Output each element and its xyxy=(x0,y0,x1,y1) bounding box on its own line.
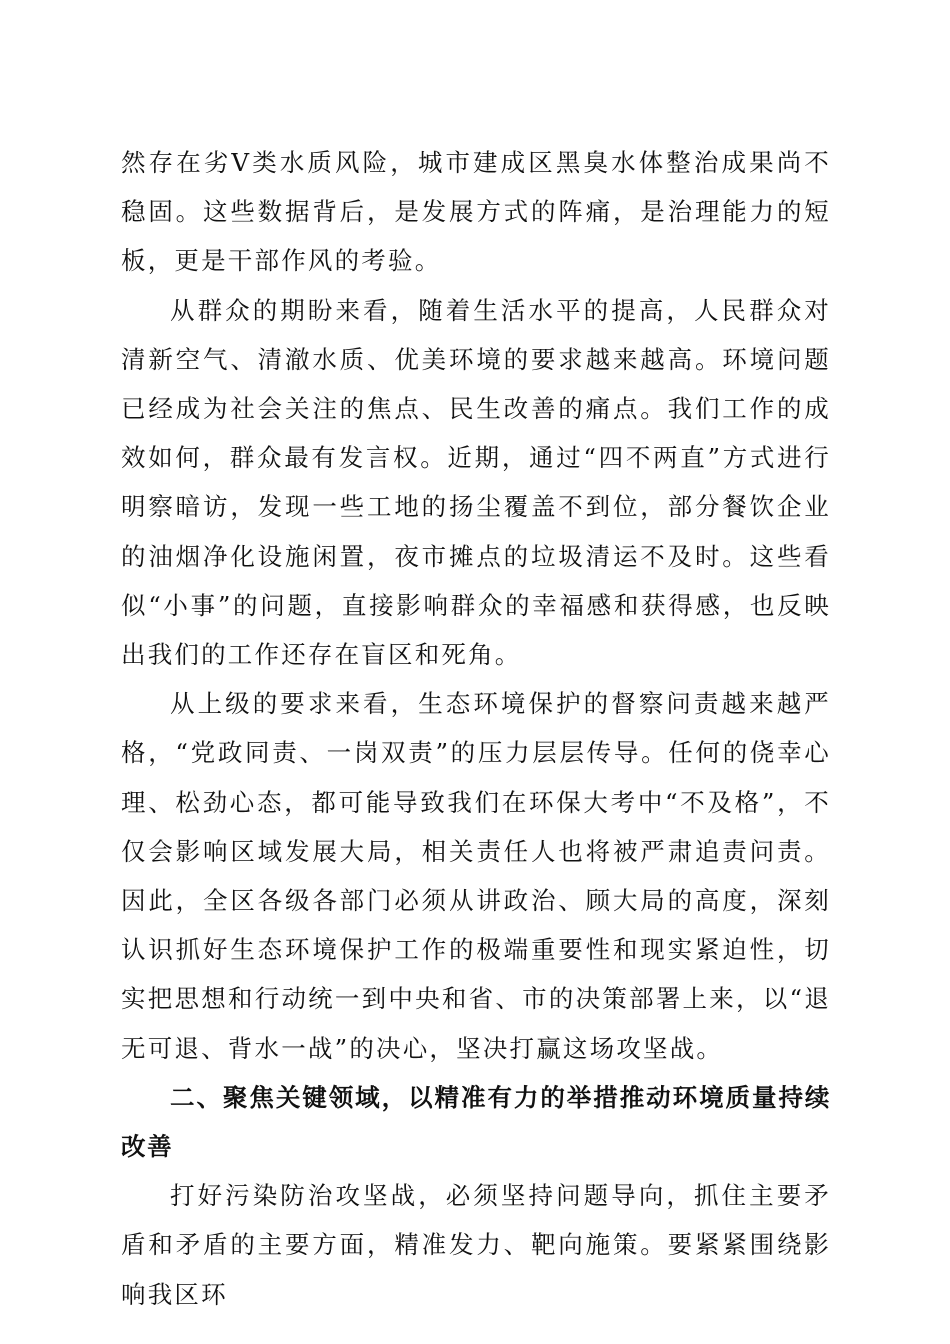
document-body xyxy=(121,138,831,1319)
paragraph-public-expectations: 从群众的期盼来看，随着生活水平的提高，人民群众对清新空气、清澈水质、优美环境的要求越来越高。环境问题已经成为社会关注的焦点、民生改善的痛点。我们工作的成效如何，群众最有发言权。近期，通过“四不两直”方式进行明察暗访，发现一些工地的扬尘覆盖不到位，部分餐饮企业的油烟净化设施闲置，夜市摊点的垃圾清运不及时。这些看似“小事”的问题，直接影响群众的幸福感和获得感，也反映出我们的工作还存在盲区和死角。 xyxy=(121,295,831,670)
paragraph-pollution-prevention: 打好污染防治攻坚战，必须坚持问题导向，抓住主要矛盾和矛盾的主要方面，精准发力、靶向施策。要紧紧围绕影响我区环 xyxy=(121,1181,831,1309)
section-heading: 二、聚焦关键领域，以精准有力的举措推动环境质量持续改善 xyxy=(121,1082,831,1162)
paragraph-continuation: 然存在劣Ⅴ类水质风险，城市建成区黑臭水体整治成果尚不稳固。这些数据背后，是发展方式的阵痛，是治理能力的短板，更是干部作风的考验。 xyxy=(121,148,831,276)
paragraph-superior-requirements: 从上级的要求来看，生态环境保护的督察问责越来越严格，“党政同责、一岗双责”的压力层层传导。任何的侥幸心理、松劲心态，都可能导致我们在环保大考中“不及格”，不仅会影响区域发展大局，相关责任人也将被严肃追责问责。因此，全区各级各部门必须从讲政治、顾大局的高度，深刻认识抓好生态环境保护工作的极端重要性和现实紧迫性，切实把思想和行动统一到中央和省、市的决策部署上来，以“退无可退、背水一战”的决心，坚决打赢这场攻坚战。 xyxy=(121,689,831,1063)
